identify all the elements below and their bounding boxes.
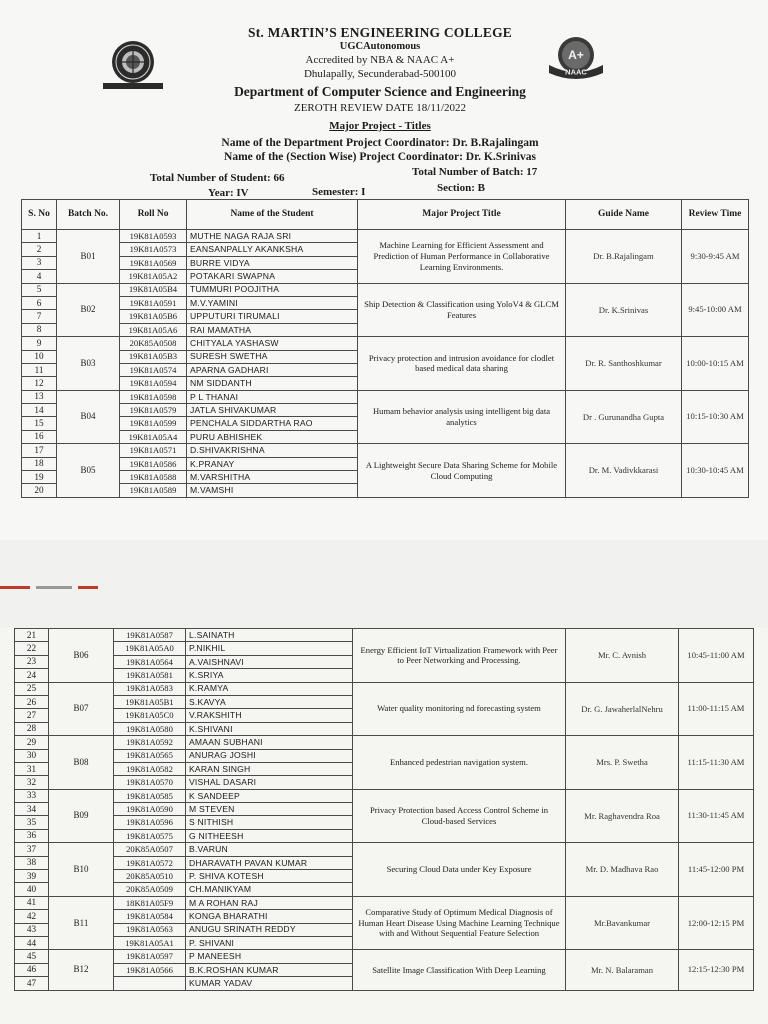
review-time-cell: 11:30-11:45 AM (679, 789, 754, 843)
accreditation: Accredited by NBA & NAAC A+ (305, 54, 455, 66)
student-name-cell: UPPUTURI TIRUMALI (187, 310, 358, 323)
serial-number-cell: 6 (22, 296, 57, 309)
serial-number-cell: 9 (22, 337, 57, 350)
project-title-cell: Energy Efficient IoT Virtualization Framework with Peer to Peer Networking and Processing. (353, 629, 566, 683)
roll-number-cell: 19K81A0590 (114, 803, 186, 816)
serial-number-cell: 11 (22, 363, 57, 376)
batch-number-cell: B02 (57, 283, 120, 337)
guide-name-cell: Dr. G. JawaherlalNehru (566, 682, 679, 736)
ugc-status: UGCAutonomous (339, 41, 421, 52)
serial-number-cell: 13 (22, 390, 57, 403)
student-name-cell: M.VAMSHI (187, 484, 358, 497)
review-time-cell: 10:15-10:30 AM (682, 390, 749, 444)
student-name-cell: P. SHIVA KOTESH (186, 870, 353, 883)
guide-name-cell: Mr. Raghavendra Roa (566, 789, 679, 843)
review-time-cell: 10:30-10:45 AM (682, 444, 749, 498)
roll-number-cell: 19K81A0565 (114, 749, 186, 762)
section-title: Major Project - Titles (329, 120, 431, 132)
student-name-cell: B.VARUN (186, 843, 353, 856)
serial-number-cell: 18 (22, 457, 57, 470)
project-title-cell: A Lightweight Secure Data Sharing Scheme for Mobile Cloud Computing (358, 444, 566, 498)
student-name-cell: M STEVEN (186, 803, 353, 816)
project-title-cell: Ship Detection & Classification using YoloV4 & GLCM Features (358, 283, 566, 337)
student-name-cell: M A ROHAN RAJ (186, 896, 353, 909)
serial-number-cell: 10 (22, 350, 57, 363)
document-page-2 (0, 628, 768, 1024)
guide-name-cell: Mrs. P. Swetha (566, 736, 679, 790)
student-name-cell: S NITHISH (186, 816, 353, 829)
table-row (22, 444, 749, 457)
roll-number-cell: 19K81A05B6 (120, 310, 187, 323)
review-time-cell: 12:00-12:15 PM (679, 896, 754, 950)
roll-number-cell: 19K81A05A4 (120, 430, 187, 443)
serial-number-cell: 2 (22, 243, 57, 256)
project-title-cell: Machine Learning for Efficient Assessment and Prediction of Human Performance in Collaborative Learning Environments. (358, 230, 566, 284)
semester-label: Semester: I (312, 186, 366, 198)
batch-number-cell: B01 (57, 230, 120, 284)
guide-name-cell: Mr. N. Balaraman (566, 950, 679, 990)
roll-number-cell: 19K81A0593 (120, 230, 187, 243)
serial-number-cell: 27 (15, 709, 49, 722)
student-name-cell: EANSANPALLY AKANKSHA (187, 243, 358, 256)
table-row (15, 950, 754, 963)
guide-name-cell: Dr. B.Rajalingam (566, 230, 682, 284)
review-time-cell: 11:45-12:00 PM (679, 843, 754, 897)
batch-number-cell: B06 (49, 629, 114, 683)
roll-number-cell: 20K85A0508 (120, 337, 187, 350)
student-name-cell: V.RAKSHITH (186, 709, 353, 722)
roll-number-cell: 19K81A05B3 (120, 350, 187, 363)
serial-number-cell: 39 (15, 870, 49, 883)
guide-name-cell: Dr. M. Vadivkkarasi (566, 444, 682, 498)
student-name-cell: P.NIKHIL (186, 642, 353, 655)
department-name: Department of Computer Science and Engineering (234, 84, 526, 99)
roll-number-cell: 19K81A0594 (120, 377, 187, 390)
roll-number-cell: 19K81A0569 (120, 256, 187, 269)
department-coordinator: Name of the Department Project Coordinator: Dr. B.Rajalingam (221, 137, 539, 149)
guide-name-cell: Mr. C. Avnish (566, 629, 679, 683)
serial-number-cell: 14 (22, 404, 57, 417)
roll-number-cell: 19K81A05C0 (114, 709, 186, 722)
roll-number-cell: 19K81A0566 (114, 963, 186, 976)
batch-number-cell: B09 (49, 789, 114, 843)
roll-number-cell: 19K81A0581 (114, 669, 186, 682)
serial-number-cell: 29 (15, 736, 49, 749)
roll-number-cell: 19K81A0580 (114, 722, 186, 735)
table-row (22, 230, 749, 243)
serial-number-cell: 19 (22, 471, 57, 484)
table-row (15, 896, 754, 909)
student-name-cell: P MANEESH (186, 950, 353, 963)
roll-number-cell: 19K81A0579 (120, 404, 187, 417)
batch-number-cell: B12 (49, 950, 114, 990)
roll-number-cell: 19K81A0591 (120, 296, 187, 309)
student-name-cell: PURU ABHISHEK (187, 430, 358, 443)
batch-number-cell: B03 (57, 337, 120, 391)
table-row (22, 337, 749, 350)
student-name-cell: CHITYALA YASHASW (187, 337, 358, 350)
project-title-cell: Securing Cloud Data under Key Exposure (353, 843, 566, 897)
section-label: Section: B (437, 182, 485, 194)
review-time-cell: 11:00-11:15 AM (679, 682, 754, 736)
serial-number-cell: 45 (15, 950, 49, 963)
project-title-cell: Water quality monitoring nd forecasting system (353, 682, 566, 736)
student-name-cell: KUMAR YADAV (186, 977, 353, 990)
student-name-cell: K.RAMYA (186, 682, 353, 695)
review-time-cell: 10:00-10:15 AM (682, 337, 749, 391)
guide-name-cell: Dr. R. Santhoshkumar (566, 337, 682, 391)
column-header: Major Project Title (358, 200, 566, 230)
roll-number-cell: 19K81A0570 (114, 776, 186, 789)
column-header: Guide Name (566, 200, 682, 230)
student-name-cell: K.SHIVANI (186, 722, 353, 735)
serial-number-cell: 44 (15, 936, 49, 949)
serial-number-cell: 28 (15, 722, 49, 735)
roll-number-cell: 19K81A05B4 (120, 283, 187, 296)
roll-number-cell: 20K85A0510 (114, 870, 186, 883)
serial-number-cell: 3 (22, 256, 57, 269)
serial-number-cell: 43 (15, 923, 49, 936)
review-date: ZEROTH REVIEW DATE 18/11/2022 (293, 102, 466, 114)
table-row (22, 283, 749, 296)
roll-number-cell: 19K81A0586 (120, 457, 187, 470)
batch-number-cell: B10 (49, 843, 114, 897)
table-row (15, 789, 754, 802)
student-name-cell: M.V.YAMINI (187, 296, 358, 309)
serial-number-cell: 46 (15, 963, 49, 976)
project-titles-table (21, 199, 749, 498)
student-name-cell: APARNA GADHARI (187, 363, 358, 376)
section-coordinator: Name of the (Section Wise) Project Coordinator: Dr. K.Srinivas (224, 151, 536, 163)
roll-number-cell: 19K81A05B1 (114, 695, 186, 708)
roll-number-cell (114, 977, 186, 990)
column-header: Roll No (120, 200, 187, 230)
batch-number-cell: B05 (57, 444, 120, 498)
student-name-cell: S.KAVYA (186, 695, 353, 708)
guide-name-cell: Mr. D. Madhava Rao (566, 843, 679, 897)
roll-number-cell: 19K81A0592 (114, 736, 186, 749)
student-name-cell: POTAKARI SWAPNA (187, 270, 358, 283)
student-name-cell: A.VAISHNAVI (186, 655, 353, 668)
naac-grade-text: A+ (568, 48, 584, 62)
page-gap (0, 540, 768, 628)
student-name-cell: KONGA BHARATHI (186, 910, 353, 923)
roll-number-cell: 19K81A0564 (114, 655, 186, 668)
roll-number-cell: 19K81A0597 (114, 950, 186, 963)
review-time-cell: 10:45-11:00 AM (679, 629, 754, 683)
student-name-cell: K SANDEEP (186, 789, 353, 802)
roll-number-cell: 18K81A05F9 (114, 896, 186, 909)
student-name-cell: AMAAN SUBHANI (186, 736, 353, 749)
serial-number-cell: 4 (22, 270, 57, 283)
roll-number-cell: 19K81A0584 (114, 910, 186, 923)
roll-number-cell: 20K85A0507 (114, 843, 186, 856)
student-name-cell: P L THANAI (187, 390, 358, 403)
guide-name-cell: Mr.Bavankumar (566, 896, 679, 950)
serial-number-cell: 5 (22, 283, 57, 296)
project-title-cell: Comparative Study of Optimum Medical Diagnosis of Human Heart Disease Using Machine Learning Technique with and Without Sequential Feature Selection (353, 896, 566, 950)
table-row (22, 390, 749, 403)
review-time-cell: 11:15-11:30 AM (679, 736, 754, 790)
serial-number-cell: 21 (15, 629, 49, 642)
review-time-cell: 9:30-9:45 AM (682, 230, 749, 284)
student-name-cell: PENCHALA SIDDARTHA RAO (187, 417, 358, 430)
student-name-cell: D.SHIVAKRISHNA (187, 444, 358, 457)
serial-number-cell: 12 (22, 377, 57, 390)
student-name-cell: DHARAVATH PAVAN KUMAR (186, 856, 353, 869)
project-title-cell: Humam behavior analysis using intelligent big data analytics (358, 390, 566, 444)
batch-number-cell: B04 (57, 390, 120, 444)
project-title-cell: Satellite Image Classification With Deep Learning (353, 950, 566, 990)
batch-number-cell: B11 (49, 896, 114, 950)
serial-number-cell: 8 (22, 323, 57, 336)
student-name-cell: ANURAG JOSHI (186, 749, 353, 762)
serial-number-cell: 47 (15, 977, 49, 990)
table-row (15, 682, 754, 695)
naac-label-text: NAAC (565, 67, 587, 77)
student-name-cell: P. SHIVANI (186, 936, 353, 949)
batch-number-cell: B08 (49, 736, 114, 790)
table-header-row (22, 200, 749, 230)
batch-number-cell: B07 (49, 682, 114, 736)
roll-number-cell: 19K81A05A0 (114, 642, 186, 655)
review-time-cell: 12:15-12:30 PM (679, 950, 754, 990)
roll-number-cell: 19K81A0585 (114, 789, 186, 802)
roll-number-cell: 19K81A0563 (114, 923, 186, 936)
student-name-cell: CH.MANIKYAM (186, 883, 353, 896)
student-name-cell: ANUGU SRINATH REDDY (186, 923, 353, 936)
roll-number-cell: 19K81A0572 (114, 856, 186, 869)
column-header: S. No (22, 200, 57, 230)
student-name-cell: B.K.ROSHAN KUMAR (186, 963, 353, 976)
address: Dhulapally, Secunderabad-500100 (303, 68, 457, 80)
guide-name-cell: Dr . Gurunandha Gupta (566, 390, 682, 444)
roll-number-cell: 19K81A05A2 (120, 270, 187, 283)
roll-number-cell: 19K81A0575 (114, 829, 186, 842)
roll-number-cell: 19K81A0574 (120, 363, 187, 376)
student-name-cell: JATLA SHIVAKUMAR (187, 404, 358, 417)
serial-number-cell: 16 (22, 430, 57, 443)
column-header: Batch No. (57, 200, 120, 230)
roll-number-cell: 19K81A05A6 (120, 323, 187, 336)
guide-name-cell: Dr. K.Srinivas (566, 283, 682, 337)
college-name: St. MARTIN’S ENGINEERING COLLEGE (248, 25, 512, 40)
serial-number-cell: 34 (15, 803, 49, 816)
review-time-cell: 9:45-10:00 AM (682, 283, 749, 337)
roll-number-cell: 19K81A0583 (114, 682, 186, 695)
student-name-cell: MUTHE NAGA RAJA SRI (187, 230, 358, 243)
student-name-cell: SURESH SWETHA (187, 350, 358, 363)
total-students: Total Number of Student: 66 (150, 172, 285, 184)
serial-number-cell: 1 (22, 230, 57, 243)
serial-number-cell: 42 (15, 910, 49, 923)
student-name-cell: M.VARSHITHA (187, 471, 358, 484)
student-name-cell: VISHAL DASARI (186, 776, 353, 789)
table-row (15, 736, 754, 749)
year-label: Year: IV (208, 187, 249, 199)
serial-number-cell: 40 (15, 883, 49, 896)
column-header: Name of the Student (187, 200, 358, 230)
edge-marks (0, 576, 130, 580)
student-name-cell: G NITHEESH (186, 829, 353, 842)
student-name-cell: BURRE VIDYA (187, 256, 358, 269)
roll-number-cell: 19K81A0589 (120, 484, 187, 497)
roll-number-cell: 19K81A0598 (120, 390, 187, 403)
roll-number-cell: 19K81A0573 (120, 243, 187, 256)
student-name-cell: K.PRANAY (187, 457, 358, 470)
student-name-cell: KARAN SINGH (186, 762, 353, 775)
serial-number-cell: 7 (22, 310, 57, 323)
student-name-cell: K.SRIYA (186, 669, 353, 682)
roll-number-cell: 19K81A05A1 (114, 936, 186, 949)
serial-number-cell: 35 (15, 816, 49, 829)
total-batches: Total Number of Batch: 17 (412, 166, 538, 178)
roll-number-cell: 19K81A0582 (114, 762, 186, 775)
student-name-cell: RAI MAMATHA (187, 323, 358, 336)
serial-number-cell: 20 (22, 484, 57, 497)
serial-number-cell: 37 (15, 843, 49, 856)
roll-number-cell: 19K81A0599 (120, 417, 187, 430)
roll-number-cell: 20K85A0509 (114, 883, 186, 896)
serial-number-cell: 26 (15, 695, 49, 708)
project-title-cell: Privacy protection and intrusion avoidance for clodlet based medical data sharing (358, 337, 566, 391)
table-row (15, 843, 754, 856)
roll-number-cell: 19K81A0588 (120, 471, 187, 484)
project-title-cell: Privacy Protection based Access Control Scheme in Cloud-based Services (353, 789, 566, 843)
serial-number-cell: 15 (22, 417, 57, 430)
student-name-cell: TUMMURI POOJITHA (187, 283, 358, 296)
roll-number-cell: 19K81A0596 (114, 816, 186, 829)
serial-number-cell: 31 (15, 762, 49, 775)
serial-number-cell: 33 (15, 789, 49, 802)
serial-number-cell: 36 (15, 829, 49, 842)
serial-number-cell: 30 (15, 749, 49, 762)
serial-number-cell: 32 (15, 776, 49, 789)
serial-number-cell: 22 (15, 642, 49, 655)
serial-number-cell: 24 (15, 669, 49, 682)
serial-number-cell: 17 (22, 444, 57, 457)
serial-number-cell: 41 (15, 896, 49, 909)
serial-number-cell: 38 (15, 856, 49, 869)
student-name-cell: NM SIDDANTH (187, 377, 358, 390)
project-title-cell: Enhanced pedestrian navigation system. (353, 736, 566, 790)
column-header: Review Time (682, 200, 749, 230)
student-name-cell: L.SAINATH (186, 629, 353, 642)
project-titles-table-continued (14, 628, 754, 991)
table-row (15, 629, 754, 642)
serial-number-cell: 23 (15, 655, 49, 668)
roll-number-cell: 19K81A0587 (114, 629, 186, 642)
serial-number-cell: 25 (15, 682, 49, 695)
roll-number-cell: 19K81A0571 (120, 444, 187, 457)
